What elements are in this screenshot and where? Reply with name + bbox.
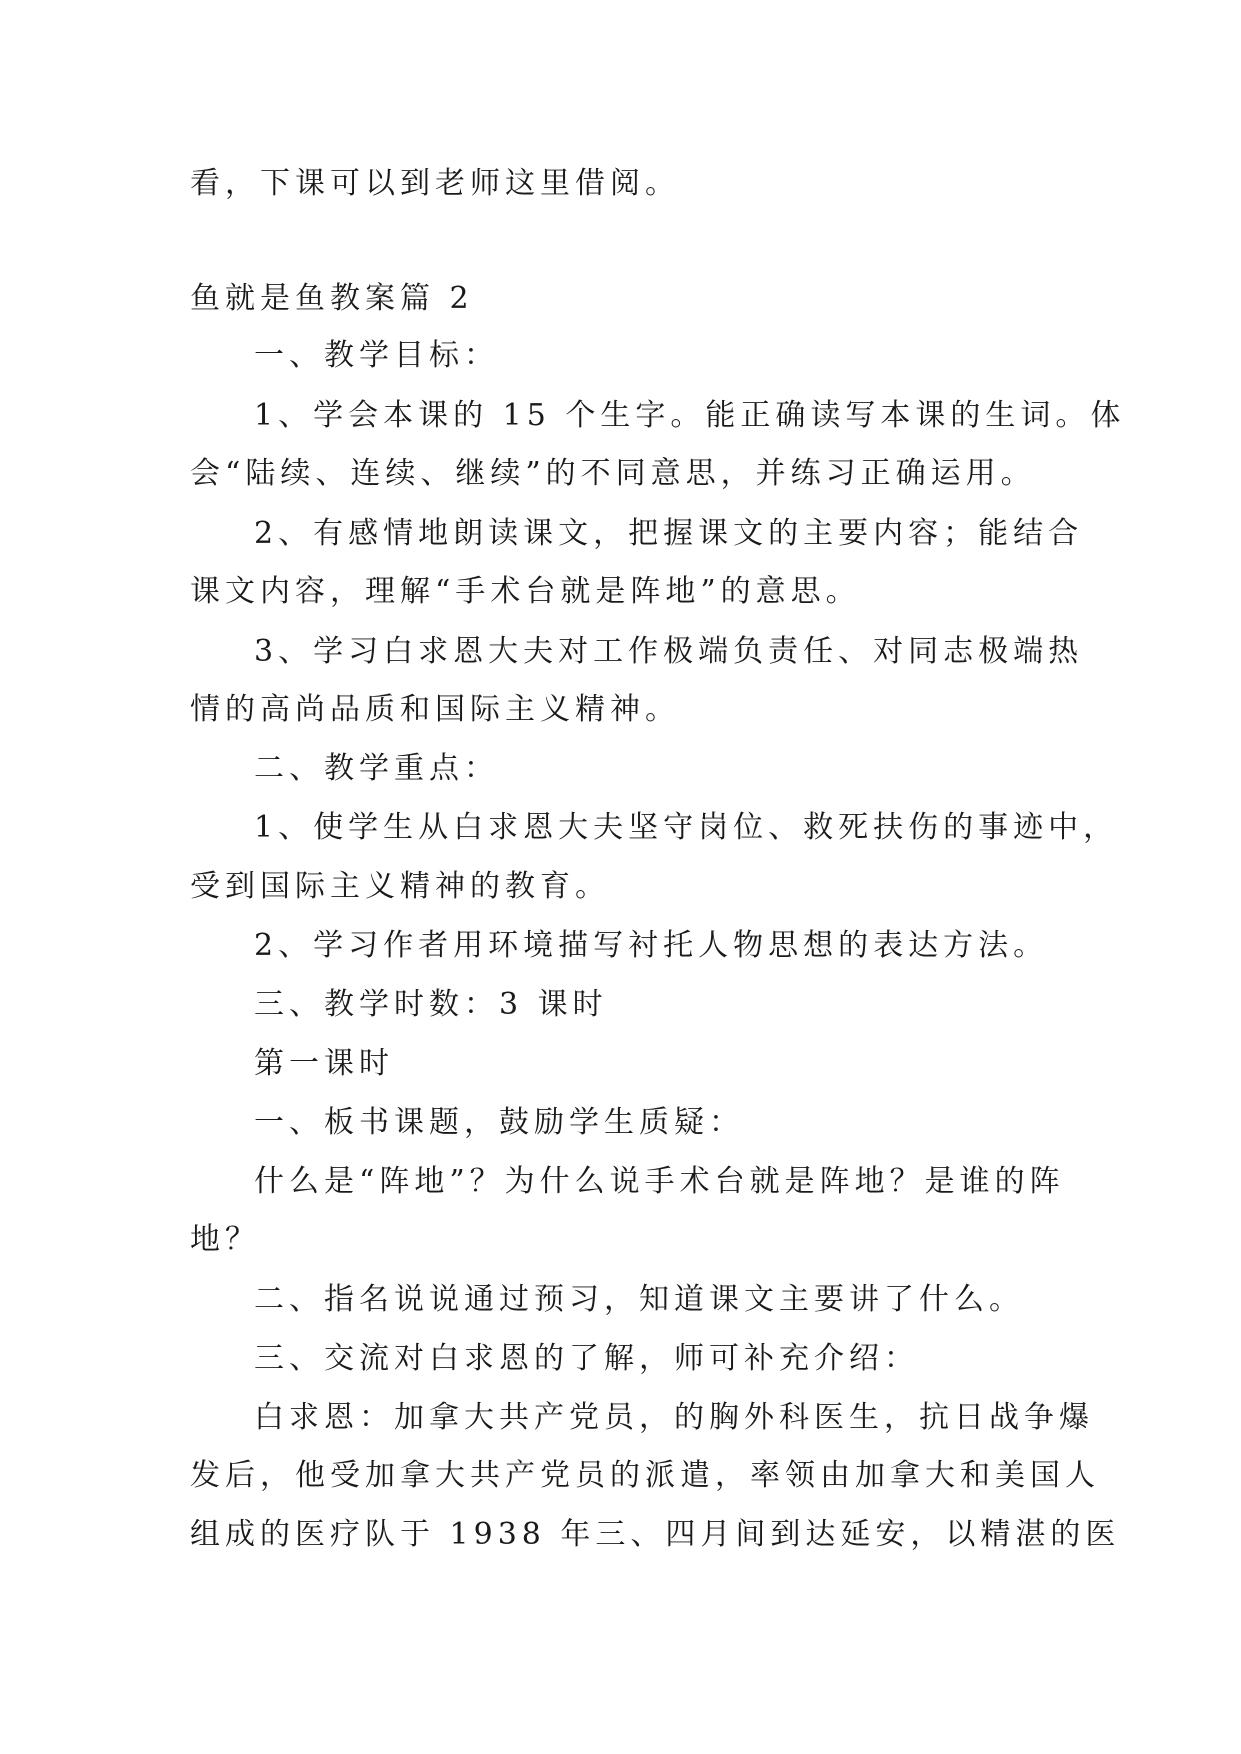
text-line: 白求恩：加拿大共产党员，的胸外科医生，抗日战争爆 [254,1400,1094,1435]
text-line: 1、学会本课的 15 个生字。能正确读写本课的生词。体 [254,398,1126,433]
text-line: 会“陆续、连续、继续”的不同意思，并练习正确运用。 [190,456,1036,491]
text-line: 看，下课可以到老师这里借阅。 [190,166,680,201]
text-line: 1、使学生从白求恩大夫坚守岗位、救死扶伤的事迹中， [254,810,1119,845]
text-line: 2、有感情地朗读课文，把握课文的主要内容；能结合 [254,516,1084,551]
text-line: 一、教学目标： [254,338,499,373]
text-line: 三、教学时数：3 课时 [254,987,608,1022]
text-line: 地？ [190,1222,260,1257]
text-line: 情的高尚品质和国际主义精神。 [190,692,680,727]
text-line: 3、学习白求恩大夫对工作极端负责任、对同志极端热 [254,634,1084,669]
text-line: 二、指名说说通过预习，知道课文主要讲了什么。 [254,1282,1024,1317]
text-line: 2、学习作者用环境描写衬托人物思想的表达方法。 [254,928,1049,963]
section-heading: 鱼就是鱼教案篇 2 [190,281,474,316]
text-line: 第一课时 [254,1046,394,1081]
text-line: 课文内容，理解“手术台就是阵地”的意思。 [190,574,861,609]
text-line: 一、板书课题，鼓励学生质疑： [254,1105,744,1140]
text-line: 受到国际主义精神的教育。 [190,869,610,904]
text-line: 组成的医疗队于 1938 年三、四月间到达延安，以精湛的医 [190,1517,1121,1552]
text-line: 三、交流对白求恩的了解，师可补充介绍： [254,1341,919,1376]
text-line: 什么是“阵地”？为什么说手术台就是阵地？是谁的阵 [254,1164,1065,1199]
text-line: 二、教学重点： [254,751,499,786]
text-line: 发后，他受加拿大共产党员的派遣，率领由加拿大和美国人 [190,1458,1100,1493]
